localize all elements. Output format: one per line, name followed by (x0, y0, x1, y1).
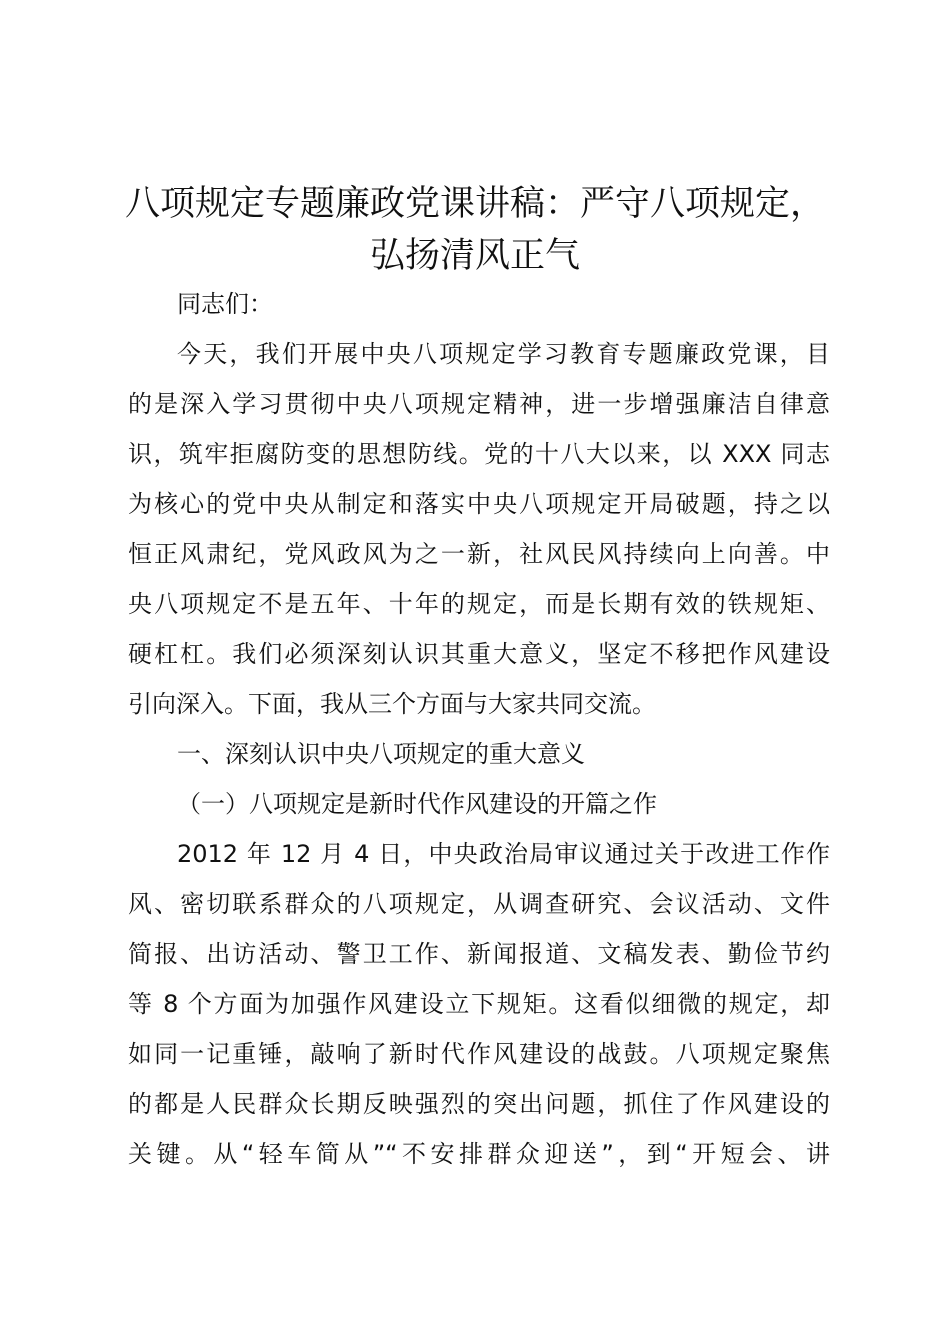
paragraph-2-line: 等 8 个方面为加强作风建设立下规矩。这看似细微的规定，却 (128, 990, 830, 1018)
document-title-line-1: 八项规定专题廉政党课讲稿：严守八项规定， (124, 184, 825, 224)
paragraph-1-line: 识，筑牢拒腐防变的思想防线。党的十八大以来，以 XXX 同志 (128, 440, 830, 468)
paragraph-2-line: 的都是人民群众长期反映强烈的突出问题，抓住了作风建设的 (128, 1090, 830, 1118)
salutation: 同志们： (177, 290, 273, 318)
section-heading-1: 一、深刻认识中央八项规定的重大意义 (177, 740, 585, 768)
paragraph-1-line: 恒正风肃纪，党风政风为之一新，社风民风持续向上向善。中 (128, 540, 830, 568)
paragraph-2-line: 2012 年 12 月 4 日，中央政治局审议通过关于改进工作作 (177, 840, 830, 868)
document-title-line-2: 弘扬清风正气 (369, 236, 580, 276)
paragraph-1-line: 引向深入。下面，我从三个方面与大家共同交流。 (128, 690, 656, 718)
paragraph-1-line: 为核心的党中央从制定和落实中央八项规定开局破题，持之以 (128, 490, 830, 518)
paragraph-2-line: 如同一记重锤，敲响了新时代作风建设的战鼓。八项规定聚焦 (128, 1040, 830, 1068)
paragraph-1-line: 的是深入学习贯彻中央八项规定精神，进一步增强廉洁自律意 (128, 390, 830, 418)
paragraph-1-line: 硬杠杠。我们必须深刻认识其重大意义，坚定不移把作风建设 (128, 640, 830, 668)
subsection-heading-1: （一）八项规定是新时代作风建设的开篇之作 (177, 790, 657, 818)
paragraph-2-line: 风、密切联系群众的八项规定，从调查研究、会议活动、文件 (128, 890, 830, 918)
paragraph-2-line: 简报、出访活动、警卫工作、新闻报道、文稿发表、勤俭节约 (128, 940, 830, 968)
paragraph-1-line: 央八项规定不是五年、十年的规定，而是长期有效的铁规矩、 (128, 590, 830, 618)
paragraph-1-line: 今天，我们开展中央八项规定学习教育专题廉政党课，目 (177, 340, 830, 368)
paragraph-2-line: 关键。从“轻车简从”“不安排群众迎送”，到“开短会、讲 (128, 1140, 830, 1168)
